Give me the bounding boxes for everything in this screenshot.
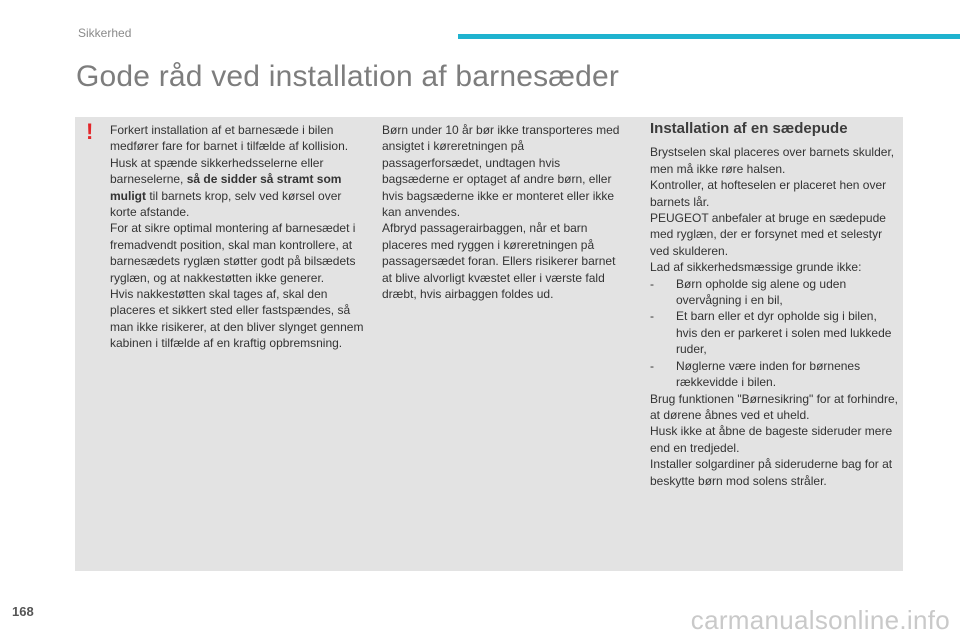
bullet-marker: - [650,358,654,373]
list-item [650,308,900,357]
page-number: 168 [12,604,34,619]
exclamation-warning-icon: ! [86,119,94,144]
booster-paragraph-3: PEUGEOT anbefaler at bruge en sædepude med ryglæn, der er forsynet med et selestyr ved skulderen. [650,211,886,258]
warning-paragraph-2-start: Husk at spænde sikkerhedsselerne eller barneselerne, [110,155,324,187]
list-item-text: Børn opholde sig alene og uden overvågning i en bil, [676,276,847,308]
booster-paragraph-5: Brug funktionen "Børnesikring" for at forhindre, at dørene åbnes ved et uheld. [650,391,898,422]
list-item [650,358,900,391]
airbag-paragraph-2: Afbryd passagerairbaggen, når et barn placeres med ryggen i køreretningen på passagersædet foran. Ellers risikerer barnet at blive alvorligt kvæstet eller i værste fald dræbt, hvis airbaggen foldes ud. [382,221,616,302]
booster-paragraph-2: Kontroller, at hofteselen er placeret hen over barnets lår. [650,178,887,209]
booster-paragraph-6: Husk ikke at åbne de bageste sideruder mere end en tredjedel. [650,424,893,455]
warning-paragraph-3: For at sikre optimal montering af barnesædet i fremadvendt position, skal man kontrollere, at barnesædets ryglæn støtter godt på bilsædets ryglæn, og at nakkestøtten ikke generer. [110,221,356,285]
booster-paragraph-7: Installer solgardiner på sideruderne bag for at beskytte børn mod solens stråler. [650,457,893,488]
booster-seat-column [650,121,900,489]
section-label: Sikkerhed [78,26,132,40]
booster-paragraph-4: Lad af sikkerhedsmæssige grunde ikke: [650,260,862,275]
bullet-marker: - [650,309,654,324]
watermark: carmanualsonline.info [690,605,950,635]
warning-paragraph-4: Hvis nakkestøtten skal tages af, skal den placeres et sikkert sted eller fastspændes, så man ikke risikerer, at den bliver slynget gennem kabinen i tilfælde af en kraftig opbremsning. [110,287,364,351]
warning-paragraph-2-end: til barnets krop, selv ved kørsel over korte afstande. [110,188,342,220]
airbag-column [382,122,627,302]
booster-seat-heading: Installation af en sædepude [650,120,848,137]
warning-paragraph-2-emphasis: så de sidder så stramt som muligt [110,172,342,203]
page-title: Gode råd ved installation af barnesæder [76,60,620,93]
warning-column [110,122,365,352]
list-item [650,276,900,309]
header-accent-bar [458,34,960,39]
list-item-text: Et barn eller et dyr opholde sig i bilen, hvis den er parkeret i solen med lukkede ruder, [676,309,892,357]
list-item-text: Nøglerne være inden for børnenes rækkevidde i bilen. [676,358,861,390]
booster-paragraph-1: Brystselen skal placeres over barnets skulder, men må ikke røre halsen. [650,145,895,176]
warning-paragraph-2 [110,155,365,221]
warning-paragraph-1: Forkert installation af et barnesæde i bilen medfører fare for barnet i tilfælde af kollision. [110,123,349,154]
bullet-marker: - [650,276,654,291]
airbag-paragraph-1: Børn under 10 år bør ikke transporteres med ansigtet i køreretningen på passagerforsædet, undtagen hvis bagsæderne er optaget af andre børn, eller hvis bagsæderne ikke er monteret eller ikke kan anvendes. [382,123,620,220]
